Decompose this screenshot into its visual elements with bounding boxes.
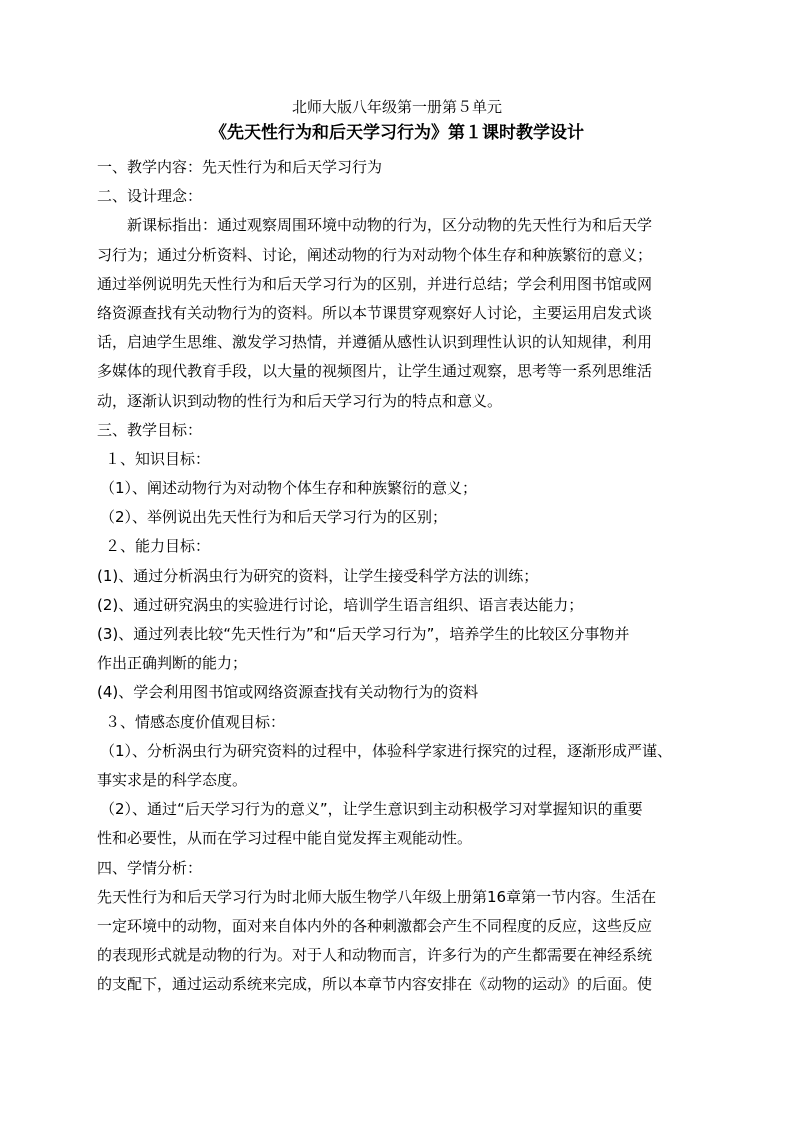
paragraph-line: 络资源查找有关动物行为的资料。所以本节课贯穿观察好人讨论，主要运用启发式谈 [97,303,653,322]
subheading-attitude: ３、情感态度价值观目标： [105,712,286,731]
paragraph-line: 新课标指出：通过观察周围环境中动物的行为，区分动物的先天性行为和后天学 [127,216,653,235]
paragraph-line: 通过举例说明先天性行为和后天学习行为的区别，并进行总结；学会利用图书馆或网 [97,274,653,293]
list-item: （1）、阐述动物行为对动物个体生存和种族繁衍的意义； [100,479,478,498]
subheading-ability: ２、能力目标： [105,537,211,556]
list-item: (1)、通过分析涡虫行为研究的资料，让学生接受科学方法的训练； [97,566,539,585]
document-body [97,153,697,999]
paragraph-line: 动，逐渐认识到动物的性行为和后天学习行为的特点和意义。 [97,391,503,410]
list-item-continuation: 性和必要性，从而在学习过程中能自觉发挥主观能动性。 [97,829,473,848]
list-item: (4)、学会利用图书馆或网络资源查找有关动物行为的资料 [97,683,479,702]
document-page [97,97,697,999]
list-item: （1）、分析涡虫行为研究资料的过程中，体验科学家进行探究的过程，逐渐形成严谨、 [100,741,673,760]
list-item: （2）、通过“后天学习行为的意义”，让学生意识到主动积极学习对掌握知识的重要 [100,800,643,819]
list-item: (2)、通过研究涡虫的实验进行讨论，培训学生语言组织、语言表达能力； [97,595,584,614]
paragraph-line: 先天性行为和后天学习行为时北师大版生物学八年级上册第16章第一节内容。生活在 [97,887,657,906]
document-title: 《先天性行为和后天学习行为》第１课时教学设计 [210,123,584,143]
paragraph-line: 的支配下，通过运动系统来完成，所以本章节内容安排在《动物的运动》的后面。使 [97,975,653,994]
paragraph-line: 的表现形式就是动物的行为。对于人和动物而言，许多行为的产生都需要在神经系统 [97,946,653,965]
paragraph-line: 一定环境中的动物，面对来自体内外的各种刺激都会产生不同程度的反应，这些反应 [97,916,653,935]
paragraph-line: 多媒体的现代教育手段，以大量的视频图片，让学生通过观察，思考等一系列思维活 [97,362,653,381]
section-heading-analysis: 四、学情分析： [97,858,203,877]
document-subtitle: 北师大版八年级第一册第５单元 [291,98,502,116]
paragraph-line: 话，启迪学生思维、激发学习热情，并遵循从感性认识到理性认识的认知规律，利用 [97,333,653,352]
list-item: (3)、通过列表比较“先天性行为”和“后天学习行为”，培养学生的比较区分事物并 [97,625,630,643]
section-heading-goals: 三、教学目标： [97,420,203,439]
list-item-continuation: 事实求是的科学态度。 [97,770,248,789]
subheading-knowledge: １、知识目标： [105,449,211,468]
paragraph-line: 习行为；通过分析资料、讨论，阐述动物的行为对动物个体生存和种族繁衍的意义； [97,245,653,264]
list-item-continuation: 作出正确判断的能力； [97,654,248,673]
list-item: （2）、举例说出先天性行为和后天学习行为的区别； [100,508,448,527]
section-heading-content: 一、教学内容：先天性行为和后天学习行为 [97,158,383,176]
section-heading-concept: 二、设计理念： [97,187,203,206]
